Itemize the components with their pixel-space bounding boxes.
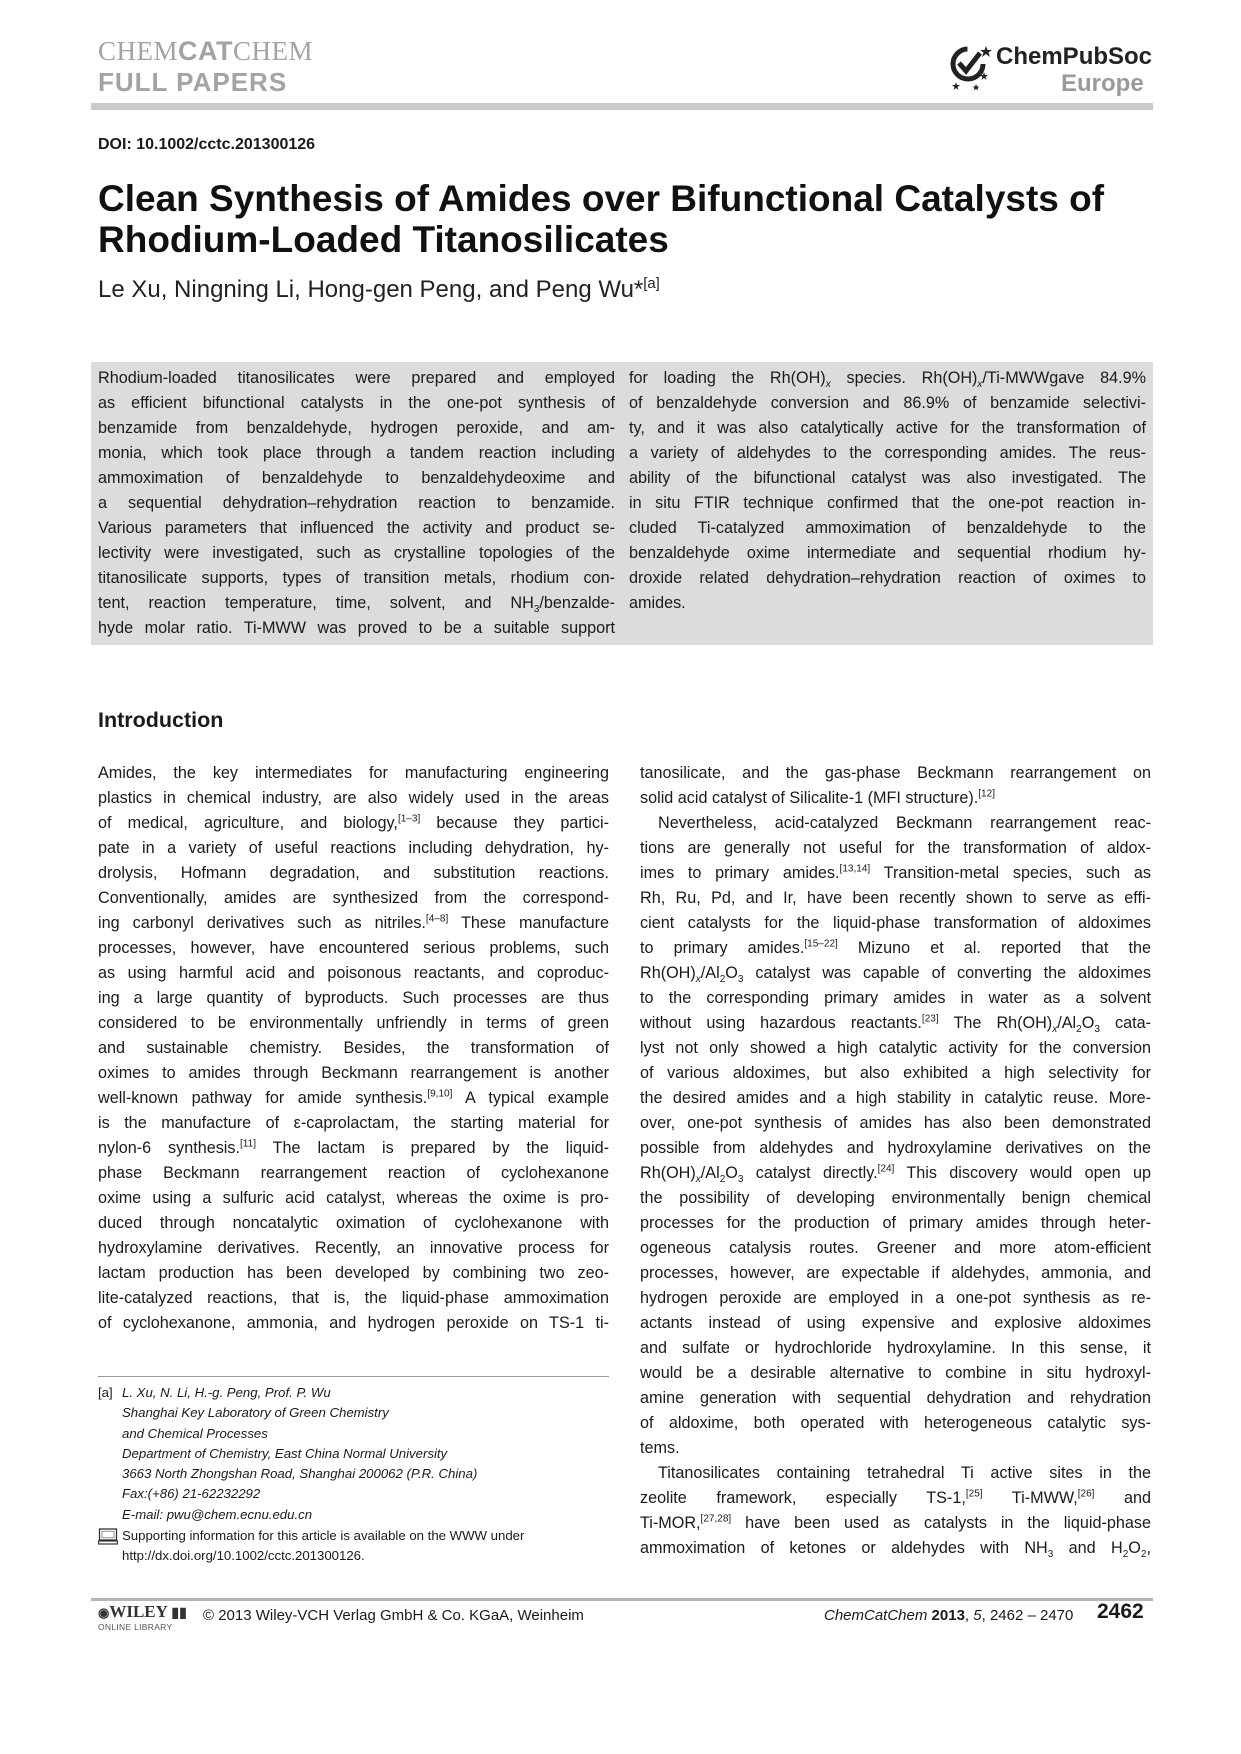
text-line: lactam production has been developed by combining two zeo- — [98, 1264, 609, 1282]
text-line: amine generation with sequential dehydration and rehydration — [640, 1389, 1151, 1407]
text-line: as efficient bifunctional catalysts in the one-pot synthesis of — [98, 394, 615, 412]
text-line: pate in a variety of useful reactions including dehydration, hy- — [98, 839, 609, 857]
text-line: lyst not only showed a high catalytic activity for the conversion — [640, 1039, 1151, 1057]
publisher-name: ChemPubSoc — [996, 43, 1153, 70]
wiley-online-library-logo — [98, 1600, 190, 1640]
affiliation-mark: [a] — [643, 276, 660, 292]
text-line: zeolite framework, especially TS-1,[25] Ti-MWW,[26] and — [640, 1488, 1151, 1507]
text-line: over, one-pot synthesis of amides has also been demonstrated — [640, 1114, 1151, 1132]
text-line: of cyclohexanone, ammonia, and hydrogen peroxide on TS-1 ti- — [98, 1314, 609, 1332]
text-line: considered to be environmentally unfriendly in terms of green — [98, 1014, 609, 1032]
article-title — [98, 178, 1158, 260]
online-library-label: ONLINE LIBRARY — [98, 1622, 173, 1632]
text-line: and sulfate or hydrochloride hydroxylamine. In this sense, it — [640, 1339, 1151, 1357]
affiliation-line: 3663 North Zhongshan Road, Shanghai 200062 (P.R. China) — [122, 1466, 478, 1482]
text-line: as using harmful acid and poisonous reactants, and coproduc- — [98, 964, 609, 982]
abstract-column-right — [629, 366, 1146, 616]
publisher-logo — [946, 40, 1151, 100]
text-line: titanosilicate supports, types of transition metals, rhodium con- — [98, 569, 615, 587]
doi[interactable]: DOI: 10.1002/cctc.201300126 — [98, 136, 316, 153]
supporting-information-note — [98, 1526, 618, 1566]
text-line: $Rh(OH)_x/Al_2O_3$ catalyst was capable of converting the aldoximes — [640, 964, 1151, 986]
affiliation-mark: [a] — [98, 1385, 113, 1400]
text-line: the desired amides and a high stability in catalytic reuse. More- — [640, 1089, 1151, 1107]
supporting-info-link[interactable]: http://dx.doi.org/10.1002/cctc.201300126. — [122, 1548, 365, 1563]
text-line: Titanosilicates containing tetrahedral Ti active sites in the — [658, 1464, 1151, 1482]
affiliation-line: Department of Chemistry, East China Normal University — [122, 1445, 448, 1461]
text-line: a variety of aldehydes to the corresponding amides. The reus- — [629, 444, 1146, 462]
text-line: nylon-6 synthesis.[11] The lactam is prepared by the liquid- — [98, 1138, 609, 1157]
body-column-right — [640, 761, 1151, 1561]
text-line: phase Beckmann rearrangement reaction of cyclohexanone — [98, 1164, 609, 1182]
text-line: oximes to amides through Beckmann rearrangement is another — [98, 1064, 609, 1082]
text-line: monia, which took place through a tandem reaction including — [98, 444, 615, 462]
affiliation-line: [a] L. Xu, N. Li, H.-g. Peng, Prof. P. Wu — [98, 1383, 609, 1403]
text-line: Conventionally, amides are synthesized from the correspond- — [98, 889, 609, 907]
text-line: cient catalysts for the liquid-phase transformation of aldoximes — [640, 914, 1151, 932]
text-line: of various aldoximes, but also exhibited a high selectivity for — [640, 1064, 1151, 1082]
text-line: would be a desirable alternative to combine in situ hydroxyl- — [640, 1364, 1151, 1382]
title-line: Clean Synthesis of Amides over Bifunctional Catalysts of — [98, 178, 1105, 219]
text-line: tions are generally not useful for the transformation of aldox- — [640, 839, 1151, 857]
text-line: ing a large quantity of byproducts. Such processes are thus — [98, 989, 609, 1007]
affiliation-line: and Chemical Processes — [122, 1425, 268, 1441]
text-line: for loading the $Rh(OH)_x$ species. $Rh(OH)_x/Ti$-MWWgave 84.9% — [629, 369, 1146, 391]
text-line: oxime using a sulfuric acid catalyst, whereas the oxime is pro- — [98, 1189, 609, 1207]
text-line: to the corresponding primary amides in water as a solvent — [640, 989, 1151, 1007]
affiliation-line: Shanghai Key Laboratory of Green Chemistry — [122, 1405, 389, 1421]
page-number: 2462 — [1097, 1600, 1144, 1623]
affiliation-line: Fax:(+86) 21-62232292 — [122, 1486, 261, 1502]
text-line: well-known pathway for amide synthesis.[9,10] A typical example — [98, 1088, 609, 1107]
text-line: a sequential dehydration–rehydration reaction to benzamide. — [98, 494, 615, 512]
text-line: processes for the production of primary amides through heter- — [640, 1214, 1151, 1232]
text-line: tanosilicate, and the gas-phase Beckmann rearrangement on — [640, 764, 1151, 782]
affiliation-line[interactable]: E-mail: pwu@chem.ecnu.edu.cn — [122, 1506, 313, 1522]
journal-name: CHEMCATCHEM — [98, 36, 314, 66]
text-line: cluded Ti-catalyzed ammoximation of benzaldehyde to the — [629, 519, 1146, 537]
text-line: Nevertheless, acid-catalyzed Beckmann rearrangement reac- — [658, 814, 1151, 832]
text-line: ability of the bifunctional catalyst was also investigated. The — [629, 469, 1146, 487]
text-line: in situ FTIR technique confirmed that the one-pot reaction in- — [629, 494, 1146, 512]
text-line: benzamide from benzaldehyde, hydrogen peroxide, and am- — [98, 419, 615, 437]
text-line: drolysis, Hofmann degradation, and substitution reactions. — [98, 864, 609, 882]
text-line: solid acid catalyst of Silicalite-1 (MFI structure).[12] — [640, 788, 995, 807]
text-line: Rhodium-loaded titanosilicates were prepared and employed — [98, 369, 615, 387]
text-line: Various parameters that influenced the activity and product se- — [98, 519, 615, 537]
text-line: without using hazardous reactants.[23] The $Rh(OH)_x/Al_2O_3$ cata- — [640, 1013, 1151, 1036]
author-list: Le Xu, Ningning Li, Hong-gen Peng, and Peng Wu*[a] — [98, 276, 660, 303]
text-line: $Rh(OH)_x/Al_2O_3$ catalyst directly.[24] This discovery would open up — [640, 1163, 1151, 1186]
text-line: plastics in chemical industry, are also widely used in the areas — [98, 789, 609, 807]
text-line: Rh, Ru, Pd, and Ir, have been recently shown to serve as effi- — [640, 889, 1151, 907]
text-line: benzaldehyde oxime intermediate and sequential rhodium hy- — [629, 544, 1146, 562]
text-line: processes, however, are expectable if aldehydes, ammonia, and — [640, 1264, 1151, 1282]
text-line: ty, and it was also catalytically active for the transformation of — [629, 419, 1146, 437]
text-line: is the manufacture of ε-caprolactam, the starting material for — [98, 1114, 609, 1132]
affiliation-footnote — [98, 1383, 609, 1525]
computer-icon — [98, 1528, 118, 1545]
header-divider — [91, 103, 1153, 110]
chempubsoc-star-icon — [946, 42, 994, 92]
abstract-column-left — [98, 366, 615, 641]
text-line: ammoximation of ketones or aldehydes with $NH_3$ and $H_2O_2$, — [640, 1539, 1151, 1561]
text-line: possible from aldehydes and hydroxylamine derivatives on the — [640, 1139, 1151, 1157]
section-label: FULL PAPERS — [98, 67, 288, 97]
publisher-region: Europe — [1061, 70, 1144, 97]
text-line: of aldoxime, both operated with heterogeneous catalytic sys- — [640, 1414, 1151, 1432]
text-line: lectivity were investigated, such as crystalline topologies of the — [98, 544, 615, 562]
text-line: Amides, the key intermediates for manufacturing engineering — [98, 764, 609, 782]
text-line: and sustainable chemistry. Besides, the transformation of — [98, 1039, 609, 1057]
text-line: ammoximation of benzaldehyde to benzaldehydeoxime and — [98, 469, 615, 487]
text-line: of medical, agriculture, and biology,[1–3] because they partici- — [98, 813, 609, 832]
body-column-left — [98, 761, 609, 1336]
text-line: the possibility of developing environmentally benign chemical — [640, 1189, 1151, 1207]
section-heading: Introduction — [98, 708, 224, 732]
text-line: imes to primary amides.[13,14] Transition-metal species, such as — [640, 863, 1151, 882]
supporting-info-text: Supporting information for this article is available on the WWW under — [122, 1528, 525, 1543]
text-line: hydroxylamine derivatives. Recently, an innovative process for — [98, 1239, 609, 1257]
text-line: hydrogen peroxide are employed in a one-pot synthesis as re- — [640, 1289, 1151, 1307]
footnote-divider — [98, 1376, 609, 1377]
text-line: ing carbonyl derivatives such as nitriles.[4–8] These manufacture — [98, 913, 609, 932]
abstract — [91, 362, 1153, 645]
text-line: amides. — [629, 594, 686, 612]
text-line: duced through noncatalytic oximation of cyclohexanone with — [98, 1214, 609, 1232]
text-line: of benzaldehyde conversion and 86.9% of benzamide selectivi- — [629, 394, 1146, 412]
text-line: hyde molar ratio. Ti-MWW was proved to be a suitable support — [98, 619, 615, 637]
text-line: processes, however, have encountered serious problems, such — [98, 939, 609, 957]
text-line: actants instead of using expensive and explosive aldoximes — [640, 1314, 1151, 1332]
text-line: tems. — [640, 1439, 680, 1457]
title-line: Rhodium-Loaded Titanosilicates — [98, 219, 669, 260]
text-line: Ti-MOR,[27,28] have been used as catalysts in the liquid-phase — [640, 1513, 1151, 1532]
journal-citation: ChemCatChem 2013, 5, 2462 – 2470 — [824, 1607, 1074, 1624]
text-line: droxide related dehydration–rehydration reaction of oximes to — [629, 569, 1146, 587]
footer-divider — [91, 1598, 1153, 1601]
text-line: lite-catalyzed reactions, that is, the liquid-phase ammoximation — [98, 1289, 609, 1307]
wiley-wordmark: ◉WILEY ▮▮ — [98, 1602, 187, 1621]
text-line: ogeneous catalysis routes. Greener and more atom-efficient — [640, 1239, 1151, 1257]
text-line: to primary amides.[15–22] Mizuno et al. reported that the — [640, 938, 1151, 957]
text-line: tent, reaction temperature, time, solvent, and $NH_3/benzalde-$ — [98, 594, 615, 616]
copyright: © 2013 Wiley-VCH Verlag GmbH & Co. KGaA, Weinheim — [203, 1607, 584, 1624]
